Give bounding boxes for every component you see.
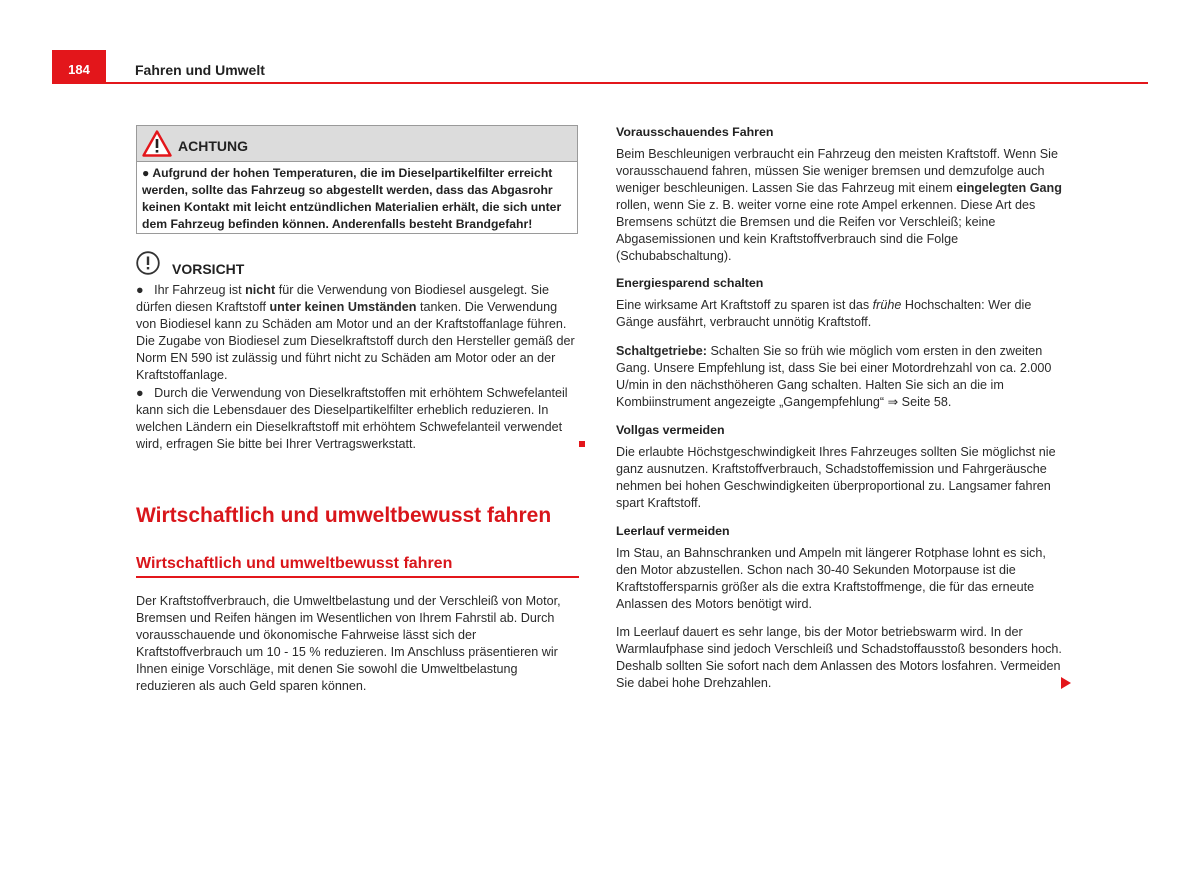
paragraph-leerlauf-vermeiden-1: Im Stau, an Bahnschranken und Ampeln mit längerer Rotphase lohnt es sich, den Motor abzustellen. Schon nach 30-40 Sekunden Motorpause ist die Kraftstoffersparnis größer als die extra Kraftstoffmenge, die für das erneute Anlassen des Motors benötigt wird. [616, 546, 1046, 611]
warning-triangle-icon [142, 130, 172, 157]
warning-text [142, 165, 574, 233]
bullet: ● [142, 166, 150, 180]
caution-paragraph-1 [136, 282, 576, 384]
bullet: ● [136, 386, 144, 400]
heading-leerlauf-vermeiden: Leerlauf vermeiden [616, 524, 730, 538]
emphasis: nicht [245, 283, 276, 297]
subsection-heading: Wirtschaftlich und umweltbewusst fahren [136, 555, 453, 572]
text-run: Durch die Verwendung von Dieselkraftstoffen mit erhöhtem Schwefelanteil kann sich die Lebensdauer des Dieselpartikelfilter erheblich reduzieren. In welchen Ländern ein Dieselkraftstoff mit erhöhtem Schwefelanteil verwendet wird, erfragen Sie bitte bei Ihrer Vertragswerkstatt. [136, 386, 568, 451]
text-run: für die Verwendung von Biodiesel ausgelegt. Sie dürfen diesen Kraftstoff [136, 283, 549, 314]
emphasis: unter keinen Umständen [269, 300, 417, 314]
paragraph-energiesparend-schalten [616, 297, 1066, 331]
text-run: Beim Beschleunigen verbraucht ein Fahrzeug den meisten Kraftstoff. Wenn Sie vorausschauend fahren, müssen Sie weniger bremsen und demzufolge auch weniger beschleunigen. Lassen Sie das Fahrzeug mit einem [616, 147, 1058, 195]
page-number: 184 [68, 62, 90, 77]
paragraph-leerlauf-vermeiden-2: Im Leerlauf dauert es sehr lange, bis der Motor betriebswarm wird. In der Warmlaufphase sind jedoch Verschleiß und Schadstoffausstoß besonders hoch. Deshalb sollten Sie sofort nach dem Anlassen des Motors losfahren. Vermeiden Sie dabei hohe Drehzahlen. [616, 625, 1062, 690]
bullet: ● [136, 283, 144, 297]
emphasis: Schaltgetriebe: [616, 344, 707, 358]
subsection-rule [136, 576, 579, 578]
paragraph-vorausschauendes-fahren [616, 146, 1066, 265]
warning-title: ACHTUNG [178, 138, 248, 154]
text-run: Schalten Sie so früh wie möglich vom ersten in den zweiten Gang. Unsere Empfehlung ist, dass Sie bei einer Motordrehzahl von ca. 2.000 U/min in den nächsthöheren Gang schalten. Halten Sie sich an die im Kombiinstrument angezeigte „Gangempfehlung“ ⇒ Seite 58. [616, 344, 1052, 409]
section-end-marker [579, 441, 585, 447]
caution-paragraph-2 [136, 385, 576, 453]
heading-energiesparend-schalten: Energiesparend schalten [616, 276, 764, 290]
text-run: Hochschalten: Wer die Gänge ausfährt, verbraucht unnötig Kraftstoff. [616, 298, 1032, 329]
caution-title: VORSICHT [172, 261, 245, 277]
paragraph-vollgas-vermeiden: Die erlaubte Höchstgeschwindigkeit Ihres Fahrzeuges sollten Sie möglichst nie ganz ausnutzen. Kraftstoffverbrauch, Schadstoffemission und Fahrgeräusche nehmen bei hohen Geschwindigkeiten überproportional zu. Langsamer fahren spart Kraftstoff. [616, 445, 1056, 510]
running-title: Fahren und Umwelt [135, 62, 265, 78]
text-run: Ihr Fahrzeug ist [154, 283, 246, 297]
header-rule [106, 82, 1148, 84]
text-run: Eine wirksame Art Kraftstoff zu sparen ist das [616, 298, 873, 312]
continue-arrow-icon [1061, 677, 1071, 689]
heading-vorausschauendes-fahren: Vorausschauendes Fahren [616, 125, 774, 139]
emphasis: eingelegten Gang [956, 181, 1062, 195]
paragraph-schaltgetriebe [616, 343, 1066, 411]
exclamation-circle-icon [136, 251, 160, 275]
heading-vollgas-vermeiden: Vollgas vermeiden [616, 423, 725, 437]
text-run: rollen, wenn Sie z. B. weiter vorne eine rote Ampel erkennen. Diese Art des Bremsens schützt die Bremsen und die Reifen vor Verschleiß; keine Abgasemissionen und kein Kraftstoffverbrauch sind die Folge (Schubabschaltung). [616, 198, 1036, 263]
emphasis: frühe [872, 298, 902, 312]
text-run: tanken. Die Verwendung von Biodiesel kann zu Schäden am Motor und an der Kraftstoffanlage führen. Die Zugabe von Biodiesel zum Dieselkraftstoff durch den Hersteller gemäß der Norm EN 590 ist zulässig und führt nicht zu Schäden am Motor oder an der Kraftstoffanlage. [136, 300, 575, 382]
section-heading: Wirtschaftlich und umweltbewusst fahren [136, 504, 552, 527]
intro-paragraph: Der Kraftstoffverbrauch, die Umweltbelastung und der Verschleiß von Motor, Bremsen und Reifen hängen im Wesentlichen von Ihrem Fahrstil ab. Durch vorausschauende und ökonomische Fahrweise lässt sich der Kraftstoffverbrauch um 10 - 15 % reduzieren. Im Anschluss präsentieren wir Ihnen einige Vorschläge, mit denen Sie sowohl die Umweltbelastung reduzieren als auch Geld sparen können. [136, 594, 561, 693]
warning-text-body: Aufgrund der hohen Temperaturen, die im Dieselpartikelfilter erreicht werden, sollte das Fahrzeug so abgestellt werden, dass das Abgasrohr keinen Kontakt mit leicht entzündlichen Materialien erhält, die sich unter dem Fahrzeug befinden können. Anderenfalls besteht Brandgefahr! [142, 166, 562, 231]
